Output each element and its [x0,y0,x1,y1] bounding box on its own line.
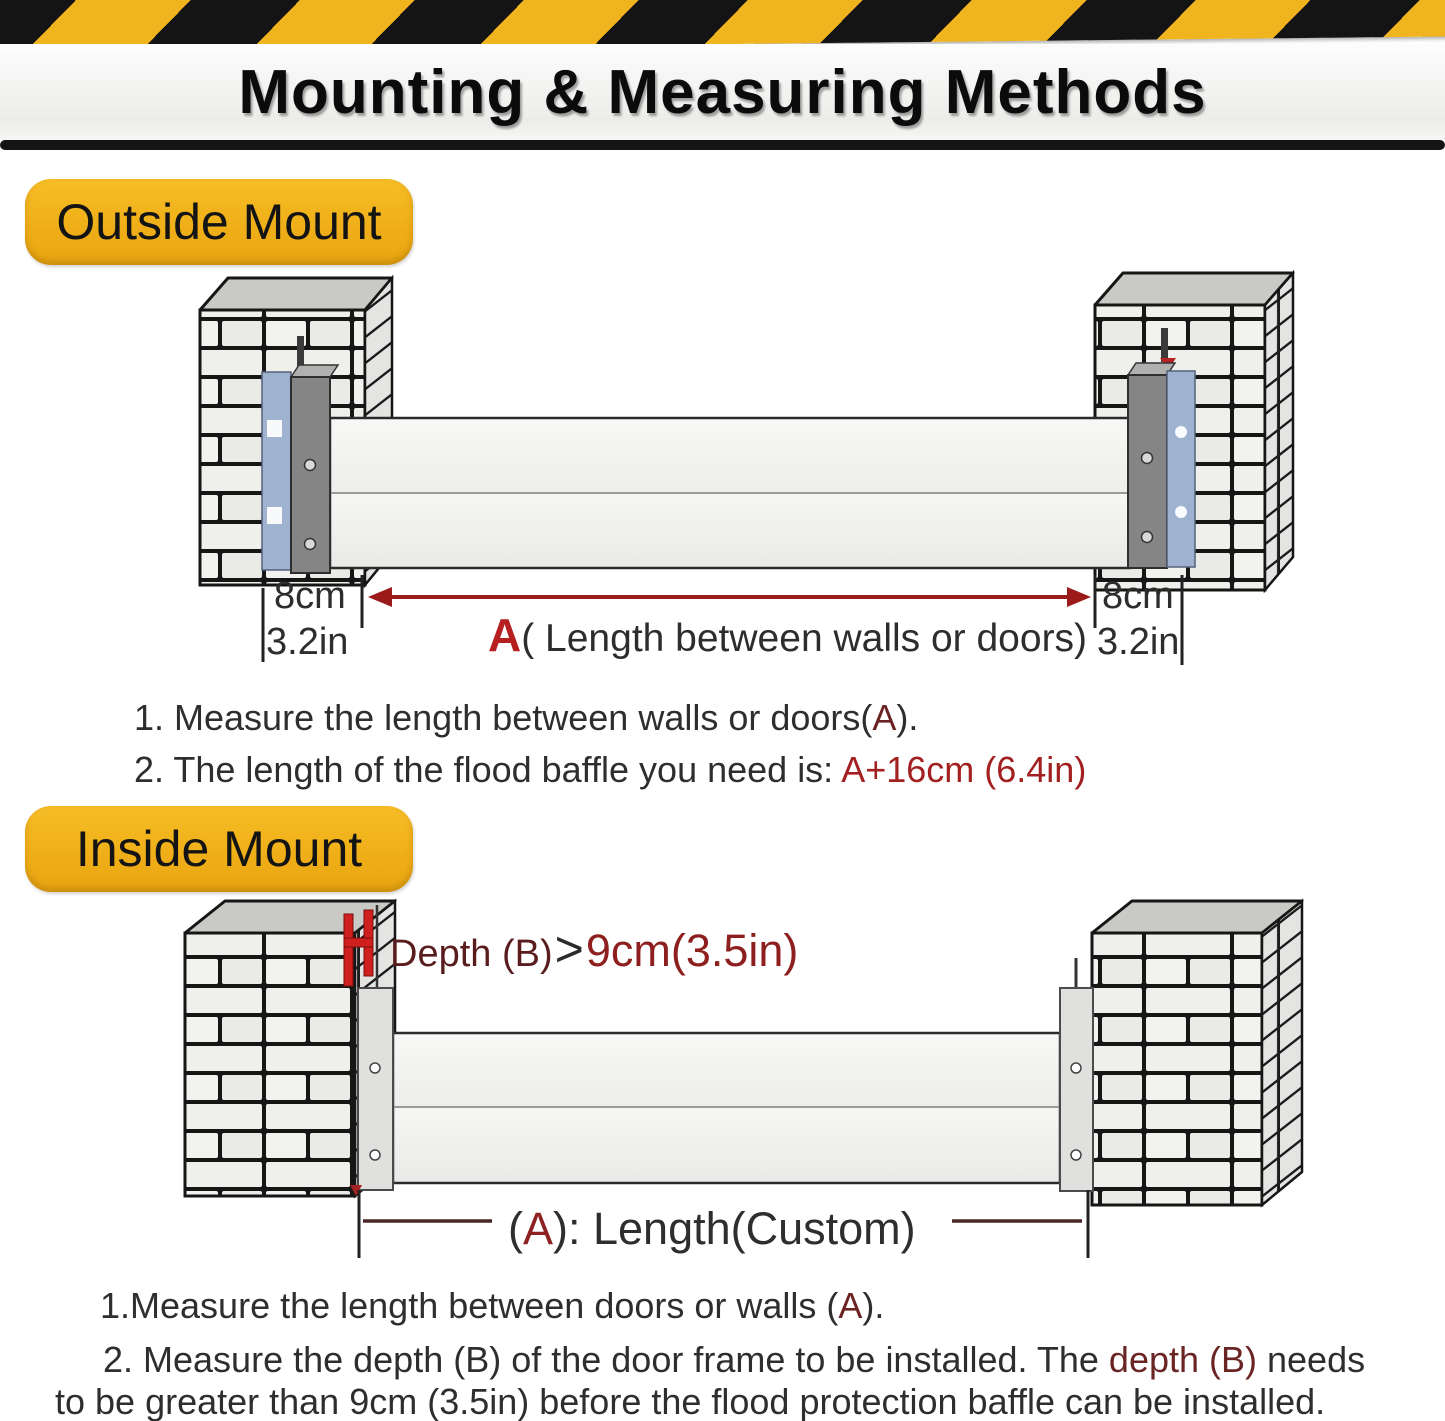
step-accent: depth (B) [1108,1339,1257,1380]
outside-right-dim-in: 3.2in [1097,621,1180,663]
step-text: 2. The length of the flood baffle you need is: [134,749,842,790]
outside-step-2 [134,749,1086,790]
screw-hole [1071,1150,1081,1160]
screw-hole [305,539,316,550]
step-text: 1.Measure the length between doors or walls ( [100,1285,839,1326]
outside-step-1 [134,697,918,738]
inside-step-1 [100,1285,884,1326]
length-label-rest: ): Length(Custom) [553,1203,916,1254]
outside-left-dim-cm: 8cm [274,575,346,617]
length-label-a: A [523,1203,554,1254]
step-accent: A+16cm (6.4in) [841,749,1087,790]
length-label-pre: ( [508,1203,523,1254]
step-text: needs [1257,1339,1366,1380]
inside-step-2-line-2: to be greater than 9cm (3.5in) before the flood protection baffle can be installed. [55,1381,1326,1421]
inside-mount-badge [25,806,413,892]
depth-label [390,920,798,978]
outside-span-label [488,608,1087,662]
step-accent: A [838,1285,863,1326]
outside-mount-badge [25,179,413,265]
greater-than-sign: > [554,921,584,977]
step-accent: A [872,697,897,738]
inside-flood-barrier-panel [393,1033,1060,1183]
outside-right-dim-cm: 8cm [1102,575,1174,617]
inside-length-label [508,1203,916,1255]
outside-left-mounting-channel [262,365,338,573]
screw-hole [305,460,316,471]
step-text: 1. Measure the length between walls or doors( [134,697,873,738]
page-title: Mounting & Measuring Methods [238,57,1207,127]
step-text: 2. Measure the depth (B) of the door frame to be installed. The [103,1339,1109,1380]
screw-hole [1142,453,1153,464]
screw-hole [370,1150,380,1160]
span-label-rest: ( Length between walls or doors) [521,617,1088,660]
screw-hole [1071,1063,1081,1073]
step-text: ). [896,697,919,738]
title-band [0,44,1445,140]
inside-right-wall-pillar [1092,901,1302,1205]
outside-mount-badge-label: Outside Mount [56,194,382,250]
right-seal-strip [1167,371,1195,567]
screw-hole [1142,532,1153,543]
step-text: ). [862,1285,885,1326]
inside-mount-badge-label: Inside Mount [75,821,363,877]
outside-right-mounting-channel [1128,363,1195,568]
length-arrow [368,587,1091,607]
depth-label-value: 9cm(3.5in) [585,925,799,976]
title-underline [0,140,1445,150]
inside-right-mounting-plate [1060,958,1093,1191]
left-seal-strip [262,372,291,570]
span-label-a: A [488,609,522,661]
depth-label-name: Depth (B) [390,933,553,975]
right-frame-slot [1161,328,1168,362]
inside-step-2-line-1 [103,1339,1365,1380]
outside-flood-barrier-panel [330,418,1130,568]
screw-hole [370,1063,380,1073]
outside-left-dim-in: 3.2in [266,621,349,663]
